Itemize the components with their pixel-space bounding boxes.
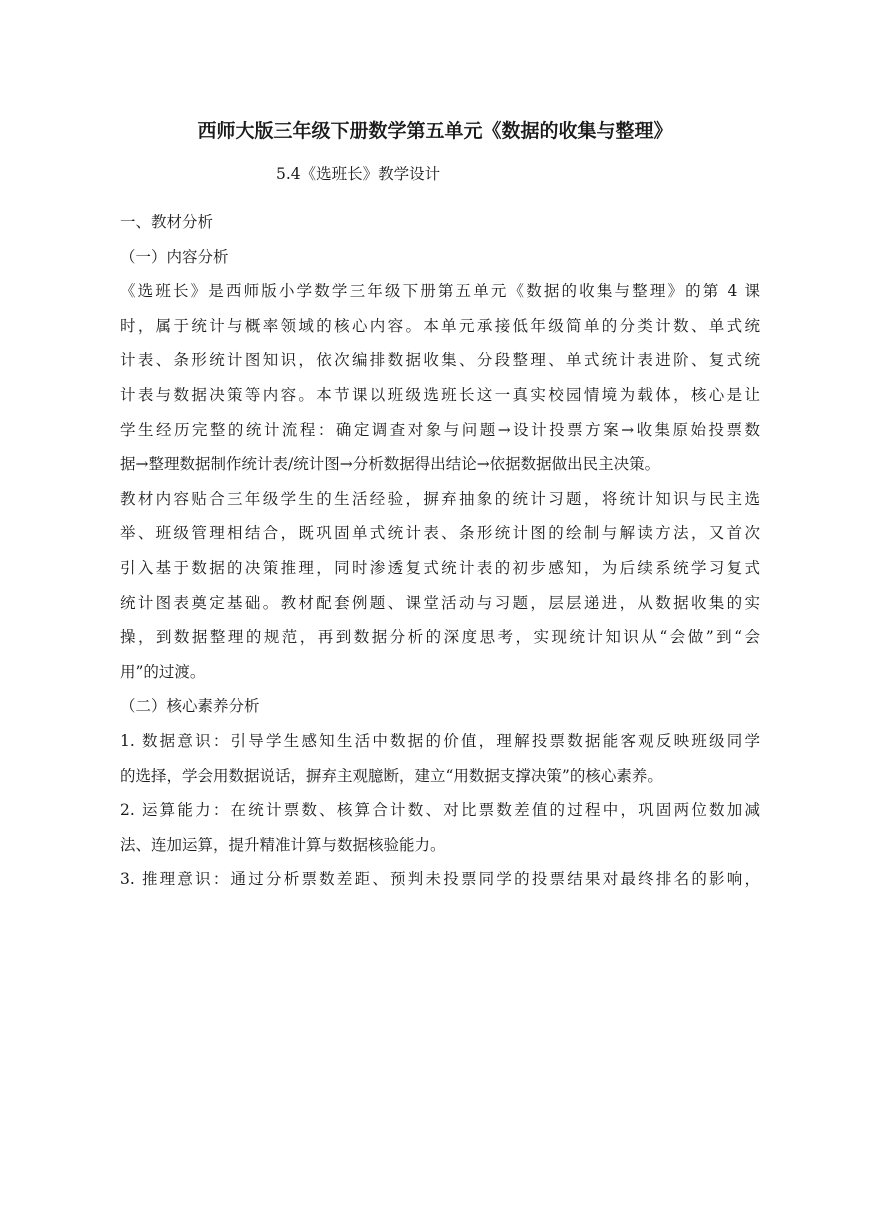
paragraph-line: 教材内容贴合三年级学生的生活经验，摒弃抽象的统计习题，将统计知识与民主选	[120, 489, 760, 508]
list-item-line: 法、连加运算，提升精准计算与数据核验能力。	[120, 835, 446, 854]
paragraph-line: 《选班长》是西师版小学数学三年级下册第五单元《数据的收集与整理》的第 4 课	[120, 282, 760, 301]
paragraph-line: 据→整理数据制作统计表/统计图→分析数据得出结论→依据数据做出民主决策。	[120, 455, 661, 474]
paragraph-line: 用”的过渡。	[120, 662, 206, 681]
paragraph-line: 时，属于统计与概率领域的核心内容。本单元承接低年级简单的分类计数、单式统	[120, 316, 760, 335]
paragraph-line: 学生经历完整的统计流程：确定调查对象与问题→设计投票方案→收集原始投票数	[120, 420, 760, 439]
subsection-heading: （一）内容分析	[120, 247, 229, 266]
paragraph-line: 操，到数据整理的规范，再到数据分析的深度思考，实现统计知识从“会做”到“会	[120, 628, 760, 647]
paragraph-line: 举、班级管理相结合，既巩固单式统计表、条形统计图的绘制与解读方法，又首次	[120, 524, 760, 543]
section-heading: 一、教材分析	[120, 213, 214, 231]
paragraph-line: 计表、条形统计图知识，依次编排数据收集、分段整理、单式统计表进阶、复式统	[120, 351, 760, 370]
list-item-line: 的选择，学会用数据说话，摒弃主观臆断，建立“用数据支撑决策”的核心素养。	[120, 766, 663, 785]
paragraph-line: 统计图表奠定基础。教材配套例题、课堂活动与习题，层层递进，从数据收集的实	[120, 593, 760, 612]
document-body	[120, 205, 760, 897]
document-subtitle: 5.4《选班长》教学设计	[276, 165, 441, 183]
paragraph-line: 引入基于数据的决策推理，同时渗透复式统计表的初步感知，为后续系统学习复式	[120, 558, 760, 577]
document-title: 西师大版三年级下册数学第五单元《数据的收集与整理》	[197, 120, 673, 142]
subsection-heading: （二）核心素养分析	[120, 697, 260, 716]
paragraph-line: 计表与数据决策等内容。本节课以班级选班长这一真实校园情境为载体，核心是让	[120, 385, 760, 404]
list-item-line: 3. 推理意识：通过分析票数差距、预判未投票同学的投票结果对最终排名的影响，	[120, 870, 760, 889]
list-item-line: 2. 运算能力：在统计票数、核算合计数、对比票数差值的过程中，巩固两位数加减	[120, 801, 760, 820]
list-item-line: 1. 数据意识：引导学生感知生活中数据的价值，理解投票数据能客观反映班级同学	[120, 731, 760, 750]
